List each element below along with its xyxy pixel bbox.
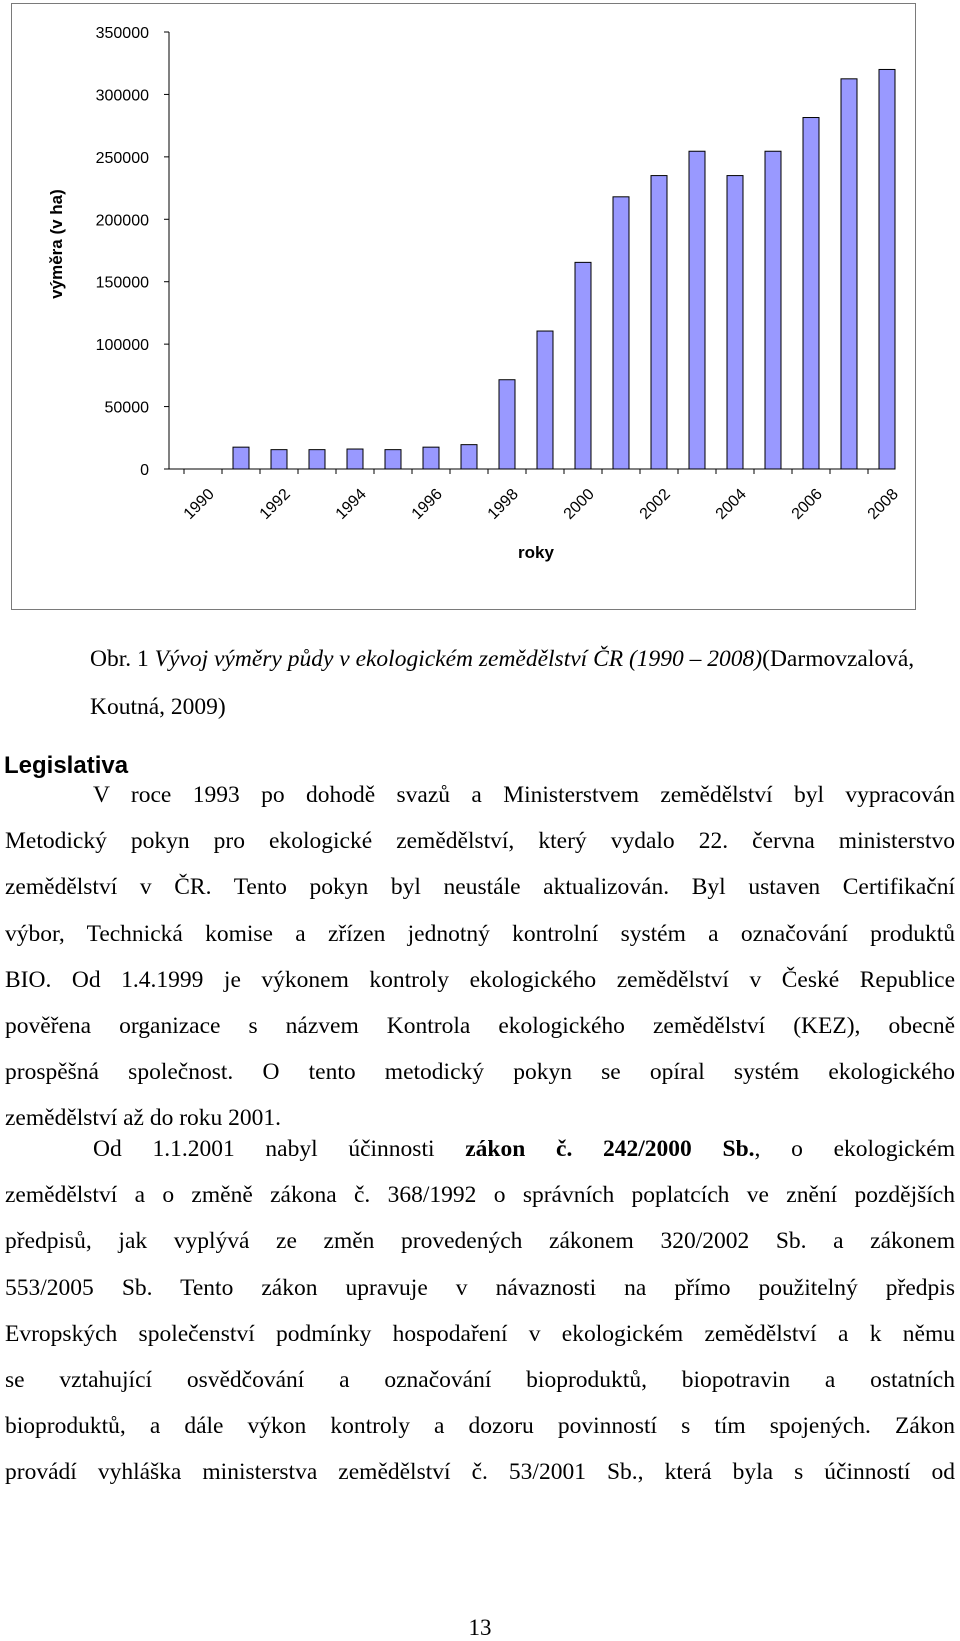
bar-2008 — [879, 69, 895, 469]
paragraph-2-start: Od 1.1.2001 nabyl účinnosti — [93, 1136, 435, 1162]
section-heading: Legislativa — [4, 752, 129, 779]
paragraph-2-line: provádí vyhláška ministerstva zemědělství č. 53/2001 Sb., která byla s účinností od — [5, 1459, 955, 1486]
bar-1994 — [347, 449, 363, 469]
paragraph-2-line: 553/2005 Sb. Tento zákon upravuje v návaznosti na přímo použitelný předpis — [5, 1274, 955, 1301]
paragraph-1-line: prospěšná společnost. O tento metodický pokyn se opíral systém ekologického — [5, 1059, 955, 1086]
page-number: 13 — [468, 1615, 492, 1640]
x-axis-title: roky — [518, 543, 554, 562]
paragraph-2 — [5, 1126, 955, 1496]
paragraph-1-line: BIO. Od 1.4.1999 je výkonem kontroly ekologického zemědělství v České Republice — [5, 966, 955, 993]
x-tick-label: 1996 — [408, 485, 446, 523]
paragraph-1-line: V roce 1993 po dohodě svazů a Ministerstvem zemědělství byl vypracován — [93, 782, 955, 808]
paragraph-1-line: zemědělství až do roku 2001. — [5, 1105, 282, 1132]
bar-2006 — [803, 118, 819, 469]
paragraph-2-line1-end: , o ekologickém — [754, 1136, 955, 1162]
caption-title: Vývoj výměry půdy v ekologickém zemědělství ČR (1990 – 2008) — [154, 646, 763, 672]
y-tick-label: 150000 — [95, 274, 149, 292]
y-tick-label: 100000 — [95, 337, 149, 355]
x-tick-label: 2004 — [712, 485, 750, 523]
paragraph-2-line: předpisů, jak vyplývá ze změn provedených zákonem 320/2002 Sb. a zákonem — [5, 1228, 955, 1255]
bar-1997 — [461, 445, 477, 469]
caption-label: Obr. 1 — [90, 646, 149, 672]
bar-1999 — [537, 331, 553, 469]
bar-1991 — [233, 447, 249, 469]
y-axis-title: výměra (v ha) — [47, 189, 66, 299]
bar-chart — [12, 4, 917, 611]
paragraph-2-line: Evropských společenství podmínky hospodaření v ekologickém zemědělství a k němu — [5, 1320, 955, 1347]
paragraph-1 — [5, 772, 955, 1142]
x-tick-label: 1998 — [484, 485, 522, 523]
paragraph-2-line: bioproduktů, a dále výkon kontroly a dozoru povinností s tím spojených. Zákon — [5, 1413, 955, 1440]
y-tick-label: 0 — [140, 462, 149, 479]
paragraph-1-line: pověřena organizace s názvem Kontrola ekologického zemědělství (KEZ), obecně — [5, 1012, 955, 1039]
bar-1993 — [309, 450, 325, 469]
x-tick-label: 1994 — [332, 485, 370, 523]
bar-2001 — [613, 197, 629, 469]
paragraph-2-line: zemědělství a o změně zákona č. 368/1992 o správních poplatcích ve znění pozdějších — [5, 1182, 955, 1209]
bar-2005 — [765, 151, 781, 469]
bar-1995 — [385, 450, 401, 469]
paragraph-2-first-line — [5, 1126, 955, 1172]
bar-1996 — [423, 447, 439, 469]
y-tick-label: 250000 — [95, 149, 149, 167]
x-tick-label: 2002 — [636, 485, 674, 523]
paragraph-1-line: Metodický pokyn pro ekologické zemědělství, který vydalo 22. června ministerstvo — [5, 828, 955, 855]
bar-2004 — [727, 176, 743, 469]
bar-2002 — [651, 176, 667, 469]
caption-source-part1: (Darmovzalová, — [762, 646, 915, 672]
bar-2003 — [689, 151, 705, 469]
paragraph-2-line: se vztahující osvědčování a označování bioproduktů, biopotravin a ostatních — [5, 1366, 955, 1393]
law-reference: zákon č. 242/2000 Sb. — [465, 1136, 755, 1162]
x-tick-label: 1992 — [256, 485, 294, 523]
bar-1992 — [271, 450, 287, 469]
y-tick-label: 300000 — [95, 87, 149, 105]
x-tick-label: 2006 — [788, 485, 826, 523]
bar-2007 — [841, 79, 857, 469]
chart-frame — [11, 3, 916, 610]
x-tick-label: 2000 — [560, 485, 598, 523]
paragraph-1-line: zemědělství v ČR. Tento pokyn byl neustále aktualizován. Byl ustaven Certifikační — [5, 874, 955, 901]
x-tick-label: 1990 — [180, 485, 218, 523]
figure-caption — [90, 635, 950, 683]
bar-1998 — [499, 380, 515, 469]
y-tick-label: 200000 — [95, 212, 149, 230]
bar-2000 — [575, 262, 591, 469]
x-tick-label: 2008 — [864, 485, 902, 523]
paragraph-1-line: výbor, Technická komise a zřízen jednotný kontrolní systém a označování produktů — [5, 920, 955, 947]
caption-source-part2: Koutná, 2009) — [90, 694, 226, 720]
y-tick-label: 50000 — [104, 399, 149, 417]
y-tick-label: 350000 — [95, 25, 149, 42]
